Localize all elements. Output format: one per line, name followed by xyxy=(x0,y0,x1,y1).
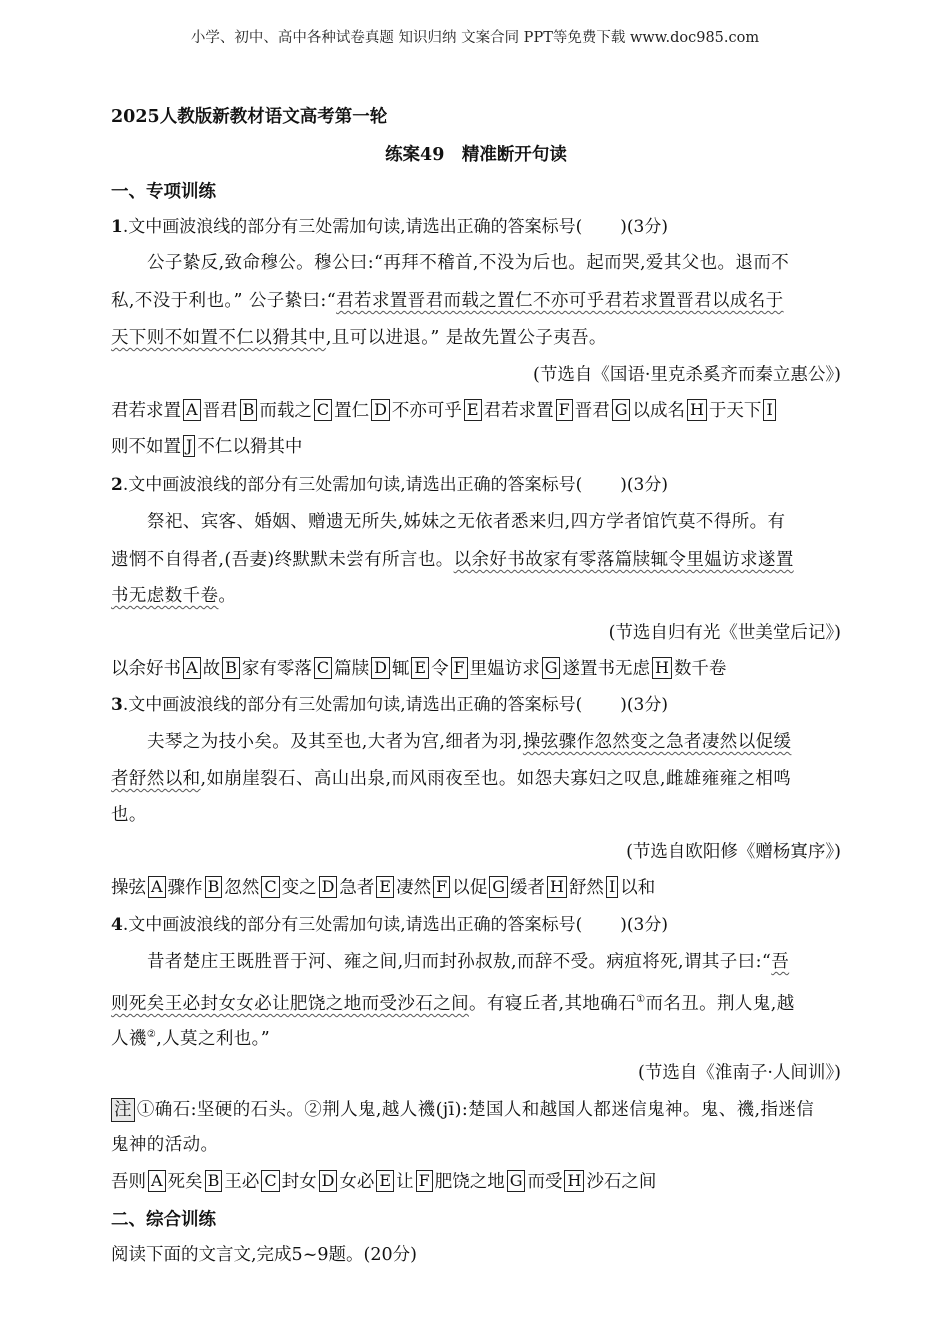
option-box-c[interactable]: C xyxy=(261,876,279,898)
wavy-underlined-text: 则死矣王必封女女必让肥饶之地而受沙石之间 xyxy=(111,993,469,1014)
options-4-line-1: 吾则 A 死矣 B 王必 C 封女 D 女必 E 让 F 肥饶之地 G 而受 H 沙石之间 xyxy=(111,1171,657,1192)
wavy-underlined-text: 君若求置晋君而载之置仁不亦可乎君若求置晋君以成名于 xyxy=(336,291,784,311)
wavy-underlined-text: 者舒然以和 xyxy=(111,769,201,789)
note-label: 注 xyxy=(111,1098,135,1122)
option-box-d[interactable]: D xyxy=(319,876,338,898)
option-box-b[interactable]: B xyxy=(205,876,223,898)
document-title: 2025人教版新教材语文高考第一轮 xyxy=(111,107,388,127)
option-box-f[interactable]: F xyxy=(556,399,573,421)
passage-3-line-1: 夫琴之为技小矣。及其至也,大者为宫,细者为羽,操弦骤作忽然变之急者凄然以促缓 xyxy=(147,732,792,752)
option-box-e[interactable]: E xyxy=(411,657,429,679)
wavy-underlined-text: 操弦骤作忽然变之急者凄然以促缓 xyxy=(522,732,792,752)
passage-3-line-2: 者舒然以和,如崩崖裂石、高山出泉,而风雨夜至也。如怨夫寡妇之叹息,雌雄雍雍之相鸣 xyxy=(111,769,792,789)
option-box-h[interactable]: H xyxy=(564,1170,584,1192)
passage-4-line-1: 昔者楚庄王既胜晋于河、雍之间,归而封孙叔敖,而辞不受。病疽将死,谓其子曰:“吾 xyxy=(147,952,790,972)
options-1-line-2: 则不如置 J 不仁以猾其中 xyxy=(111,436,303,457)
option-box-c[interactable]: C xyxy=(261,1170,279,1192)
passage-4-line-3: 人禨②,人莫之利也。” xyxy=(111,1028,271,1049)
option-box-j[interactable]: J xyxy=(183,435,195,457)
option-box-i[interactable]: I xyxy=(763,399,775,421)
question-number: 1 xyxy=(111,217,123,237)
passage-3-line-3: 也。 xyxy=(111,805,147,825)
option-box-b[interactable]: B xyxy=(222,657,240,679)
question-number: 3 xyxy=(111,695,123,715)
option-box-a[interactable]: A xyxy=(183,657,201,679)
option-box-d[interactable]: D xyxy=(371,399,390,421)
passage-1-line-2: 私,不没于利也。” 公子絷曰:“君若求置晋君而载之置仁不亦可乎君若求置晋君以成名于 xyxy=(111,291,784,311)
section-heading-2: 二、综合训练 xyxy=(111,1210,216,1230)
question-number: 2 xyxy=(111,475,123,495)
options-2-line-1: 以余好书 A 故 B 家有零落 C 篇牍 D 辄 E 令 F 里媪访求 G 遂置书无虑 H 数千卷 xyxy=(111,658,727,679)
footnote-ref-2: ② xyxy=(146,1029,157,1040)
option-box-f[interactable]: F xyxy=(416,1170,433,1192)
section-heading-1: 一、专项训练 xyxy=(111,182,216,202)
option-box-c[interactable]: C xyxy=(314,399,332,421)
footnote-ref-1: ① xyxy=(636,994,646,1005)
option-box-e[interactable]: E xyxy=(376,1170,394,1192)
wavy-underlined-text: 天下则不如置不仁以猾其中 xyxy=(111,328,326,348)
option-box-b[interactable]: B xyxy=(240,399,258,421)
option-box-f[interactable]: F xyxy=(433,876,450,898)
footnote-line-1: 注 ①确石:坚硬的石头。②荆人鬼,越人禨(jī):楚国人和越国人都迷信鬼神。鬼、禨,指迷信 xyxy=(111,1096,841,1124)
option-box-c[interactable]: C xyxy=(314,657,332,679)
wavy-underlined-text: 以余好书故家有零落篇牍辄令里媪访求遂置 xyxy=(453,550,794,570)
option-box-a[interactable]: A xyxy=(148,1170,166,1192)
option-box-b[interactable]: B xyxy=(205,1170,223,1192)
passage-1-line-1: 公子絷反,致命穆公。穆公曰:“再拜不稽首,不没为后也。起而哭,爱其父也。退而不 xyxy=(147,253,790,273)
source-citation: (节选自欧阳修《赠杨寘序》) xyxy=(626,842,841,862)
option-box-g[interactable]: G xyxy=(612,399,631,421)
reading-instruction: 阅读下面的文言文,完成5~9题。(20分) xyxy=(111,1245,417,1265)
option-box-h[interactable]: H xyxy=(652,657,672,679)
option-box-i[interactable]: I xyxy=(606,876,618,898)
site-header: 小学、初中、高中各种试卷真题 知识归纳 文案合同 PPT等免费下载 www.doc985.com xyxy=(190,30,760,46)
passage-2-line-1: 祭祀、宾客、婚姻、赠遗无所失,姊妹之无依者悉来归,四方学者馆饩莫不得所。有 xyxy=(147,512,786,532)
option-box-d[interactable]: D xyxy=(371,657,390,679)
option-box-d[interactable]: D xyxy=(319,1170,338,1192)
option-box-e[interactable]: E xyxy=(376,876,394,898)
passage-2-line-3: 书无虑数千卷。 xyxy=(111,586,237,606)
option-box-g[interactable]: G xyxy=(542,657,561,679)
footnote-line-2: 鬼神的活动。 xyxy=(111,1135,219,1155)
wavy-underlined-text: 吾 xyxy=(771,952,790,972)
option-box-g[interactable]: G xyxy=(489,876,508,898)
question-2-stem: 2.文中画波浪线的部分有三处需加句读,请选出正确的答案标号( )(3分) xyxy=(111,475,669,495)
source-citation: (节选自归有光《世美堂后记》) xyxy=(608,623,841,643)
options-3-line-1: 操弦 A 骤作 B 忽然 C 变之 D 急者 E 凄然 F 以促 G 缓者 H 舒然 I 以和 xyxy=(111,877,656,898)
option-box-f[interactable]: F xyxy=(451,657,468,679)
option-box-a[interactable]: A xyxy=(183,399,201,421)
wavy-underlined-text: 书无虑数千卷 xyxy=(111,586,219,606)
question-1-stem: 1.文中画波浪线的部分有三处需加句读,请选出正确的答案标号( )(3分) xyxy=(111,217,669,237)
question-4-stem: 4.文中画波浪线的部分有三处需加句读,请选出正确的答案标号( )(3分) xyxy=(111,915,669,935)
source-citation: (节选自《国语·里克杀奚齐而秦立惠公》) xyxy=(533,365,841,385)
option-box-h[interactable]: H xyxy=(687,399,707,421)
question-3-stem: 3.文中画波浪线的部分有三处需加句读,请选出正确的答案标号( )(3分) xyxy=(111,695,669,715)
option-box-h[interactable]: H xyxy=(547,876,567,898)
passage-4-line-2: 则死矣王必封女女必让肥饶之地而受沙石之间。有寝丘者,其地确石①而名丑。荆人鬼,越 xyxy=(111,993,795,1014)
option-box-e[interactable]: E xyxy=(464,399,482,421)
option-box-g[interactable]: G xyxy=(507,1170,526,1192)
passage-1-line-3: 天下则不如置不仁以猾其中,且可以进退。” 是故先置公子夷吾。 xyxy=(111,328,607,348)
passage-2-line-2: 遗惘不自得者,(吾妻)终默默未尝有所言也。以余好书故家有零落篇牍辄令里媪访求遂置 xyxy=(111,550,794,570)
source-citation: (节选自《淮南子·人间训》) xyxy=(638,1063,841,1083)
lesson-title: 练案49 精准断开句读 xyxy=(385,145,567,165)
question-number: 4 xyxy=(111,915,123,935)
option-box-a[interactable]: A xyxy=(148,876,166,898)
options-1-line-1: 君若求置 A 晋君 B 而载之 C 置仁 D 不亦可乎 E 君若求置 F 晋君 G 以成名 H 于天下 I xyxy=(111,397,841,425)
